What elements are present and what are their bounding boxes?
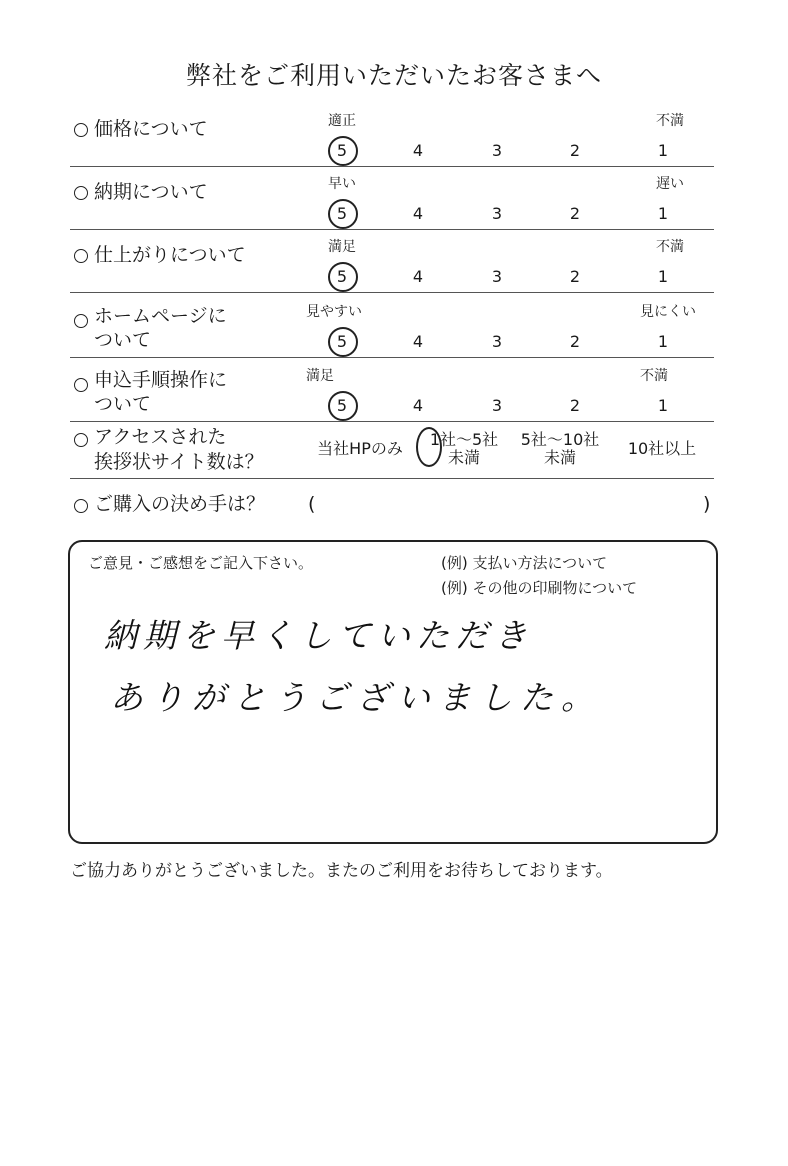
row-divider [70,357,714,358]
access-option-10-plus[interactable]: 10社以上 [627,439,697,458]
rating-option-1[interactable]: 1 [657,141,669,160]
close-paren: ) [703,493,711,515]
bullet-icon [74,499,88,513]
rating-option-4[interactable]: 4 [412,332,424,351]
scale-right-label: 不満 [640,368,668,384]
rating-option-5[interactable]: 5 [336,396,348,415]
scale-left-label: 見やすい [306,304,362,320]
rating-option-1[interactable]: 1 [657,332,669,351]
scale-left-label: 早い [328,176,356,192]
scale-right-label: 遅い [656,176,684,192]
selected-circle-mark [328,199,358,229]
rating-option-4[interactable]: 4 [412,204,424,223]
bullet-icon [74,123,88,137]
access-option-5-10[interactable]: 5社〜10社 未満 [520,430,600,467]
scale-right-label: 見にくい [640,304,696,320]
rating-option-1[interactable]: 1 [657,267,669,286]
row-divider [70,292,714,293]
row-divider [70,478,714,479]
row-divider [70,166,714,167]
rating-option-2[interactable]: 2 [569,396,581,415]
handwritten-comment-line-1: 納期を早くしていただき [104,616,533,655]
row-divider [70,229,714,230]
rating-option-4[interactable]: 4 [412,396,424,415]
selected-circle-mark [416,427,442,467]
question-label-line-1: ホームページに [94,305,227,327]
question-label: ご購入の決め手は？ [94,493,266,515]
scale-left-label: 満足 [306,368,334,384]
question-label-line-1: アクセスされた [94,426,227,448]
rating-option-3[interactable]: 3 [491,267,503,286]
question-label: 価格について [94,118,208,140]
rating-option-5[interactable]: 5 [336,204,348,223]
rating-option-1[interactable]: 1 [657,204,669,223]
rating-option-2[interactable]: 2 [569,267,581,286]
row-divider [70,421,714,422]
selected-circle-mark [328,391,358,421]
scale-left-label: 満足 [328,239,356,255]
question-label: 納期について [94,181,208,203]
bullet-icon [74,314,88,328]
question-label-line-2: ついて [94,393,152,415]
bullet-icon [74,378,88,392]
access-option-1-5[interactable]: 1社〜5社 未満 [429,430,499,467]
comment-example-1: (例) 支払い方法について [441,554,608,572]
selected-circle-mark [328,327,358,357]
rating-option-3[interactable]: 3 [491,396,503,415]
rating-option-3[interactable]: 3 [491,141,503,160]
rating-option-5[interactable]: 5 [336,332,348,351]
rating-option-2[interactable]: 2 [569,141,581,160]
rating-option-3[interactable]: 3 [491,332,503,351]
rating-option-5[interactable]: 5 [336,267,348,286]
rating-option-1[interactable]: 1 [657,396,669,415]
rating-option-4[interactable]: 4 [412,267,424,286]
rating-option-3[interactable]: 3 [491,204,503,223]
rating-option-2[interactable]: 2 [569,204,581,223]
selected-circle-mark [328,262,358,292]
rating-option-4[interactable]: 4 [412,141,424,160]
question-label: 仕上がりについて [94,244,246,266]
scale-right-label: 不満 [656,113,684,129]
question-label-line-2: 挨拶状サイト数は？ [94,451,264,473]
rating-option-5[interactable]: 5 [336,141,348,160]
comment-heading: ご意見・ご感想をご記入下さい。 [88,554,314,572]
handwritten-comment-line-2: ありがとうございました。 [110,678,602,717]
scale-right-label: 不満 [656,239,684,255]
open-paren: ( [308,493,316,515]
rating-option-2[interactable]: 2 [569,332,581,351]
question-label-line-2: ついて [94,329,152,351]
bullet-icon [74,433,88,447]
bullet-icon [74,249,88,263]
scale-left-label: 適正 [328,113,356,129]
purchase-answer-field[interactable] [322,494,698,516]
form-title: 弊社をご利用いただいたお客さまへ [185,61,602,90]
selected-circle-mark [328,136,358,166]
question-label-line-1: 申込手順操作に [94,369,228,391]
access-option-own-hp[interactable]: 当社HPのみ [317,439,403,458]
comment-example-2: (例) その他の印刷物について [441,579,638,597]
footer-message: ご協力ありがとうございました。またのご利用をお待ちしております。 [70,861,613,881]
bullet-icon [74,186,88,200]
